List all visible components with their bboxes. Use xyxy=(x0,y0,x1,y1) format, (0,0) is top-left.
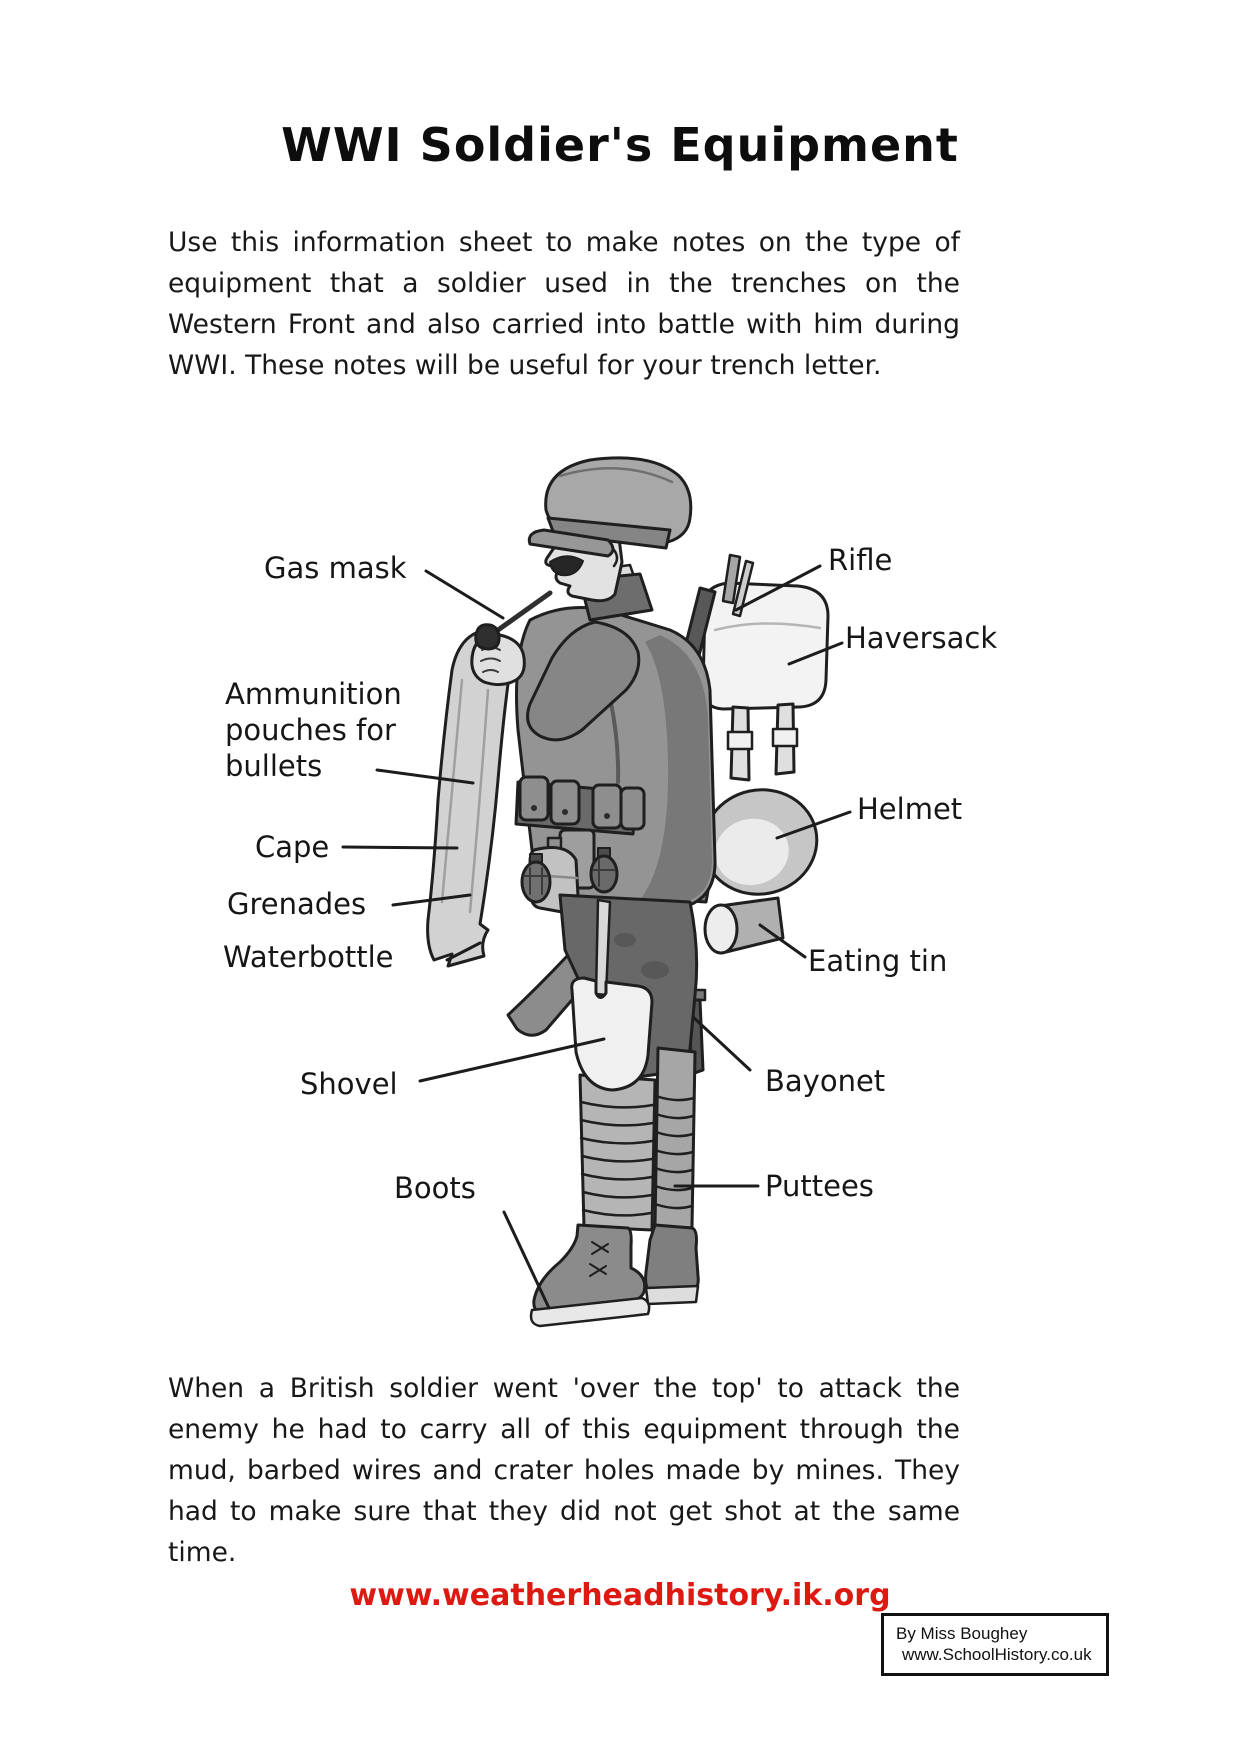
label-haversack: Haversack xyxy=(845,621,998,655)
intro-paragraph: Use this information sheet to make notes on the type of equipment that a soldier used in the trenches on the Western Front and also carried into battle with him during WWI. These notes will be useful for your trench letter. xyxy=(168,227,960,381)
label-ammunition-pouches: Ammunition pouches for bullets xyxy=(225,677,402,783)
label-shovel: Shovel xyxy=(300,1067,398,1101)
label-eating-tin: Eating tin xyxy=(808,944,948,978)
soldier-eating-tin xyxy=(705,898,783,953)
soldier-haversack xyxy=(703,583,828,780)
label-gas-mask: Gas mask xyxy=(264,551,407,585)
credit-author: By Miss Boughey xyxy=(896,1624,1028,1643)
label-grenades: Grenades xyxy=(227,887,367,921)
leader-cape xyxy=(343,847,457,848)
leader-gas-mask xyxy=(426,571,503,618)
soldier-cap xyxy=(529,458,691,556)
label-helmet: Helmet xyxy=(857,792,963,826)
label-rifle: Rifle xyxy=(828,543,893,577)
leader-shovel xyxy=(420,1039,604,1081)
label-waterbottle: Waterbottle xyxy=(223,940,394,974)
label-boots: Boots xyxy=(394,1171,476,1205)
soldier-boots xyxy=(531,1225,698,1326)
credit-website: www.SchoolHistory.co.uk xyxy=(902,1645,1092,1664)
label-puttees: Puttees xyxy=(765,1169,874,1203)
outro-paragraph: When a British soldier went 'over the top' to attack the enemy he had to carry all of this equipment through the mud, barbed wires and crater holes made by mines. They had to make sure that they did not get shot at the same time. xyxy=(168,1373,960,1568)
label-bayonet: Bayonet xyxy=(765,1064,886,1098)
leader-boots xyxy=(504,1212,549,1308)
credit-box xyxy=(881,1613,1109,1676)
footer-url: www.weatherheadhistory.ik.org xyxy=(349,1578,891,1613)
page-title: WWI Soldier's Equipment xyxy=(281,118,959,172)
soldier-equipment-diagram xyxy=(200,430,1050,1350)
label-cape: Cape xyxy=(255,830,330,864)
